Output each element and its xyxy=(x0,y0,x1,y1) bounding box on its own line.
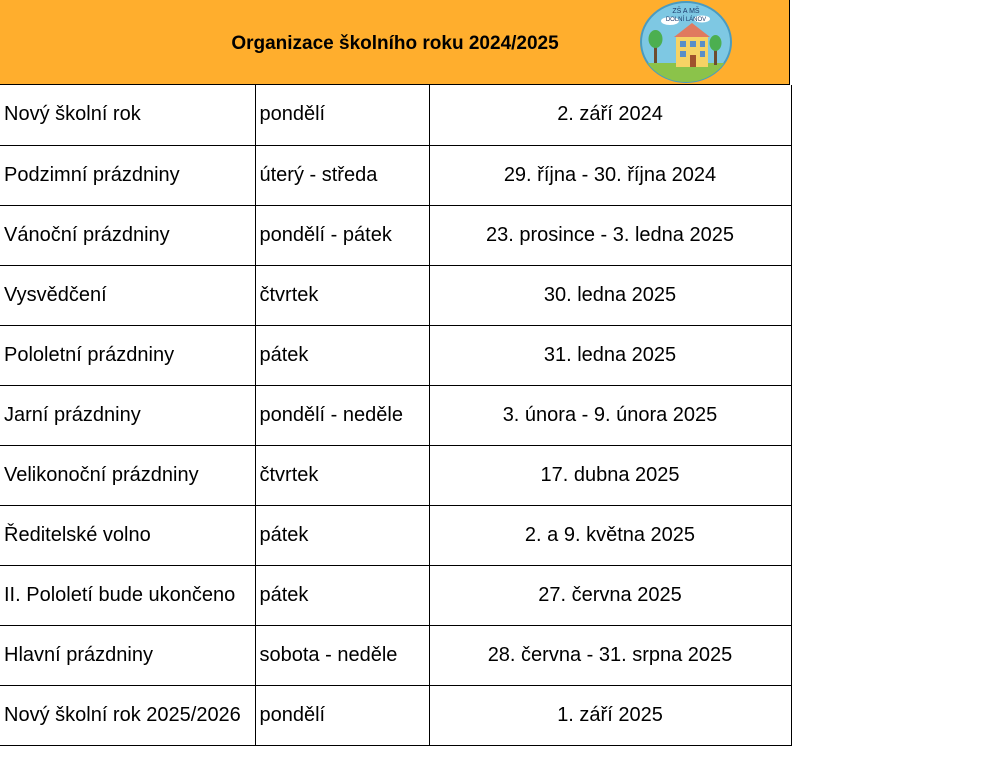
table-row xyxy=(0,685,791,745)
event-cell: Ředitelské volno xyxy=(0,505,255,565)
event-cell: Nový školní rok xyxy=(0,85,255,145)
days-cell: sobota - neděle xyxy=(255,625,429,685)
dates-cell: 2. a 9. května 2025 xyxy=(429,505,791,565)
event-cell: Jarní prázdniny xyxy=(0,385,255,445)
days-cell: pondělí xyxy=(255,85,429,145)
days-cell: úterý - středa xyxy=(255,145,429,205)
table-row xyxy=(0,625,791,685)
event-cell: II. Pololetí bude ukončeno xyxy=(0,565,255,625)
dates-cell: 1. září 2025 xyxy=(429,685,791,745)
table-row xyxy=(0,265,791,325)
school-logo-icon xyxy=(640,1,732,83)
days-cell: pátek xyxy=(255,325,429,385)
days-cell: pondělí - pátek xyxy=(255,205,429,265)
days-cell: čtvrtek xyxy=(255,265,429,325)
event-cell: Vysvědčení xyxy=(0,265,255,325)
event-cell: Velikonoční prázdniny xyxy=(0,445,255,505)
event-cell: Pololetní prázdniny xyxy=(0,325,255,385)
table-row xyxy=(0,505,791,565)
page-title: Organizace školního roku 2024/2025 xyxy=(231,33,559,54)
days-cell: pátek xyxy=(255,565,429,625)
table-row xyxy=(0,145,791,205)
table-row xyxy=(0,445,791,505)
logo-text-line1: ZŠ A MŠ xyxy=(672,8,700,15)
dates-cell: 2. září 2024 xyxy=(429,85,791,145)
dates-cell: 3. února - 9. února 2025 xyxy=(429,385,791,445)
dates-cell: 23. prosince - 3. ledna 2025 xyxy=(429,205,791,265)
dates-cell: 17. dubna 2025 xyxy=(429,445,791,505)
days-cell: pondělí xyxy=(255,685,429,745)
dates-cell: 30. ledna 2025 xyxy=(429,265,791,325)
dates-cell: 28. června - 31. srpna 2025 xyxy=(429,625,791,685)
days-cell: čtvrtek xyxy=(255,445,429,505)
header-banner xyxy=(0,0,790,85)
table-row xyxy=(0,565,791,625)
event-cell: Vánoční prázdniny xyxy=(0,205,255,265)
event-cell: Hlavní prázdniny xyxy=(0,625,255,685)
event-cell: Podzimní prázdniny xyxy=(0,145,255,205)
table-row xyxy=(0,85,791,145)
dates-cell: 29. října - 30. října 2024 xyxy=(429,145,791,205)
logo-text-line2: DOLNÍ LÁNOV xyxy=(665,17,707,23)
dates-cell: 27. června 2025 xyxy=(429,565,791,625)
schedule-table xyxy=(0,85,792,746)
dates-cell: 31. ledna 2025 xyxy=(429,325,791,385)
table-row xyxy=(0,325,791,385)
days-cell: pondělí - neděle xyxy=(255,385,429,445)
days-cell: pátek xyxy=(255,505,429,565)
table-row xyxy=(0,205,791,265)
event-cell: Nový školní rok 2025/2026 xyxy=(0,685,255,745)
table-row xyxy=(0,385,791,445)
